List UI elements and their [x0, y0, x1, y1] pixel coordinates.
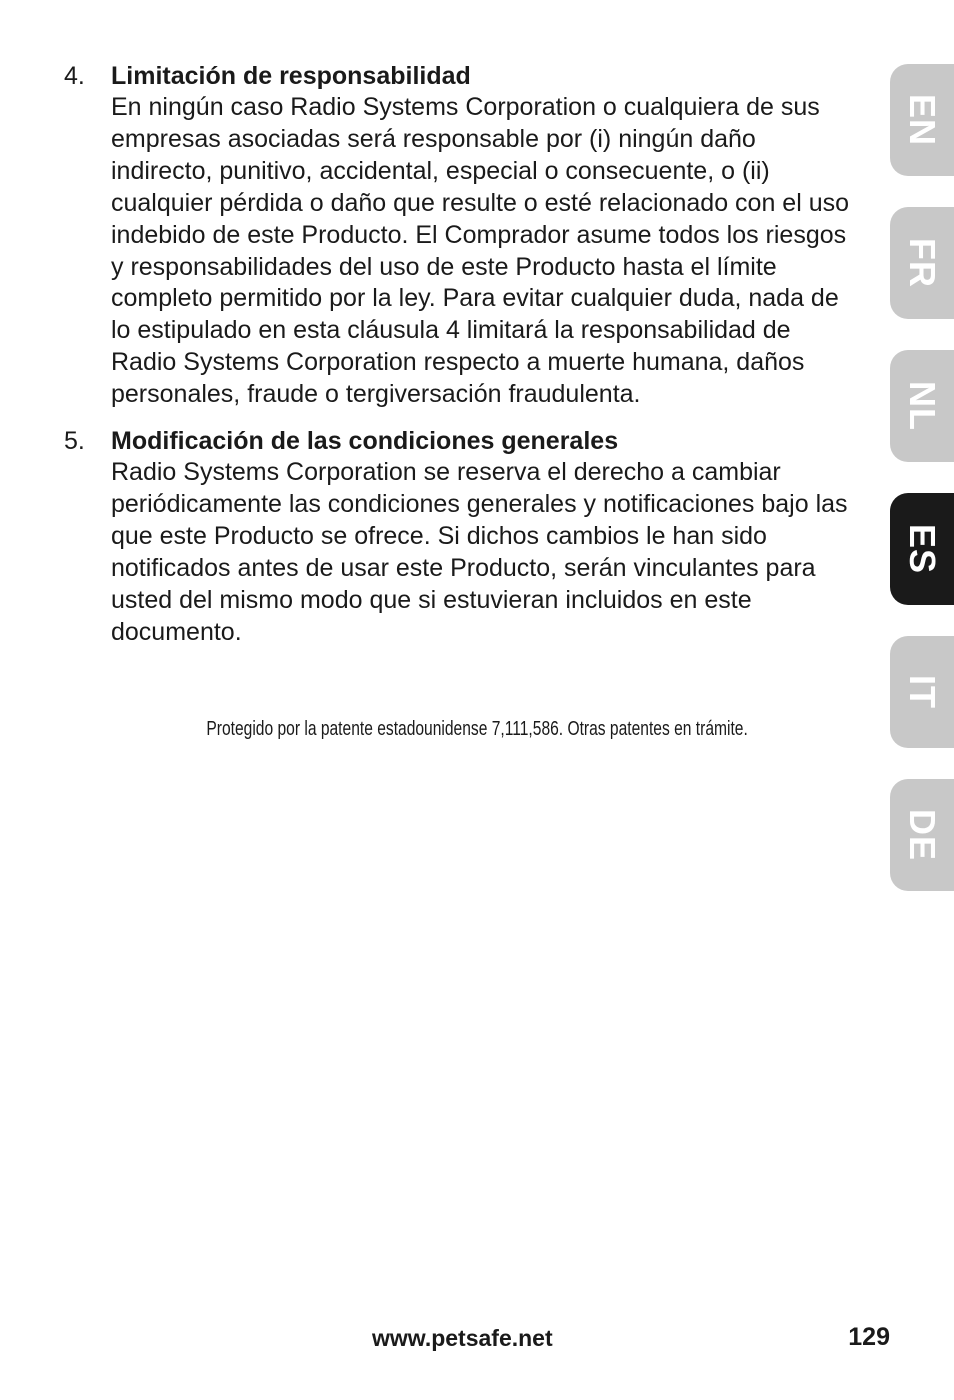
language-tab-label: ES: [902, 523, 943, 575]
language-tab-de[interactable]: [890, 779, 954, 891]
section-text: Radio Systems Corporation se reserva el derecho a cambiar periódicamente las condiciones generales y notificaciones bajo las que este Producto se ofrece. Si dichos cambios le han sido notificados antes de usar este Producto, serán vinculantes para usted del mismo modo que si estuvieran incluidos en este documento.: [111, 458, 848, 646]
patent-note-text: Protegido por la patente estadounidense 7,111,586. Otras patentes en trámite.: [206, 718, 748, 740]
language-tab-label: DE: [902, 808, 943, 862]
section-heading: Modificación de las condiciones generales: [111, 427, 619, 455]
page-number: 129: [848, 1323, 890, 1351]
language-tab-label: NL: [902, 381, 943, 431]
section-limitacion: [64, 60, 854, 411]
language-tab-fr[interactable]: [890, 207, 954, 319]
section-number: 4.: [64, 62, 85, 90]
section-number: 5.: [64, 427, 85, 455]
patent-note: [0, 716, 954, 742]
language-tab-label: FR: [902, 238, 943, 288]
section-heading: Limitación de responsabilidad: [111, 62, 471, 90]
language-tab-es[interactable]: [890, 493, 954, 605]
language-tab-label: IT: [902, 675, 943, 709]
footer-url: www.petsafe.net: [372, 1325, 553, 1351]
language-tab-en[interactable]: [890, 64, 954, 176]
language-tab-it[interactable]: [890, 636, 954, 748]
language-tab-label: EN: [902, 93, 943, 147]
section-body: [111, 425, 854, 648]
section-text: En ningún caso Radio Systems Corporation o cualquiera de sus empresas asociadas será responsable por (i) ningún daño indirecto, punitivo, accidental, especial o consecuente, o (ii) cualquier pérdida o daño que resulte o esté relacionado con el uso indebido de este Producto. El Comprador asume todos los riesgos y responsabilidades del uso de este Producto hasta el límite completo permitido por la ley. Para evitar cualquier duda, nada de lo estipulado en esta cláusula 4 limitará la responsabilidad de Radio Systems Corporation respecto a muerte humana, daños personales, fraude o tergiversación fraudulenta.: [111, 93, 850, 409]
language-tab-nl[interactable]: [890, 350, 954, 462]
section-body: [111, 60, 854, 411]
section-modificacion: [64, 425, 854, 648]
